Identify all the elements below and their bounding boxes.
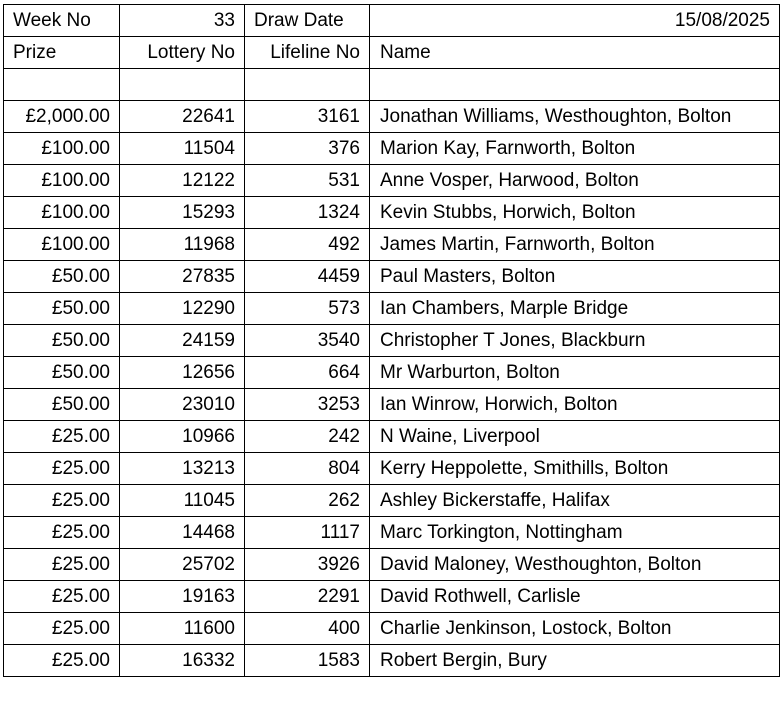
results-table (3, 4, 780, 677)
name-cell: Mr Warburton, Bolton (370, 357, 780, 389)
name-cell: Paul Masters, Bolton (370, 261, 780, 293)
lifeline-no-cell: 1324 (245, 197, 370, 229)
lottery-no-cell: 14468 (120, 517, 245, 549)
name-cell: Marion Kay, Farnworth, Bolton (370, 133, 780, 165)
table-row (4, 197, 780, 229)
lifeline-no-cell: 3253 (245, 389, 370, 421)
table-row (4, 293, 780, 325)
table-row (4, 613, 780, 645)
prize-cell: £100.00 (4, 229, 120, 261)
prize-cell: £25.00 (4, 549, 120, 581)
lottery-no-cell: 11968 (120, 229, 245, 261)
prize-cell: £50.00 (4, 325, 120, 357)
draw-date-value: 15/08/2025 (370, 5, 780, 37)
prize-cell: £50.00 (4, 261, 120, 293)
column-header-name: Name (370, 37, 780, 69)
name-cell: Robert Bergin, Bury (370, 645, 780, 677)
lifeline-no-cell: 3161 (245, 101, 370, 133)
name-cell: Ian Winrow, Horwich, Bolton (370, 389, 780, 421)
blank-cell (120, 69, 245, 101)
table-row (4, 485, 780, 517)
name-cell: N Waine, Liverpool (370, 421, 780, 453)
lifeline-no-cell: 2291 (245, 581, 370, 613)
prize-cell: £25.00 (4, 517, 120, 549)
lottery-no-cell: 12656 (120, 357, 245, 389)
lifeline-no-cell: 3540 (245, 325, 370, 357)
lifeline-no-cell: 573 (245, 293, 370, 325)
lottery-no-cell: 25702 (120, 549, 245, 581)
prize-cell: £25.00 (4, 485, 120, 517)
table-row (4, 453, 780, 485)
table-row (4, 229, 780, 261)
prize-cell: £2,000.00 (4, 101, 120, 133)
lottery-no-cell: 16332 (120, 645, 245, 677)
lottery-no-cell: 11600 (120, 613, 245, 645)
lottery-no-cell: 24159 (120, 325, 245, 357)
lifeline-no-cell: 1583 (245, 645, 370, 677)
blank-row (4, 69, 780, 101)
lottery-no-cell: 23010 (120, 389, 245, 421)
name-cell: Marc Torkington, Nottingham (370, 517, 780, 549)
prize-cell: £25.00 (4, 453, 120, 485)
lifeline-no-cell: 4459 (245, 261, 370, 293)
column-header-prize: Prize (4, 37, 120, 69)
prize-cell: £25.00 (4, 421, 120, 453)
lifeline-no-cell: 400 (245, 613, 370, 645)
draw-date-label: Draw Date (245, 5, 370, 37)
week-no-value: 33 (120, 5, 245, 37)
prize-cell: £25.00 (4, 581, 120, 613)
header-row-week (4, 5, 780, 37)
name-cell: Ashley Bickerstaffe, Halifax (370, 485, 780, 517)
name-cell: Jonathan Williams, Westhoughton, Bolton (370, 101, 780, 133)
prize-cell: £50.00 (4, 389, 120, 421)
prize-cell: £50.00 (4, 357, 120, 389)
prize-cell: £100.00 (4, 133, 120, 165)
name-cell: David Maloney, Westhoughton, Bolton (370, 549, 780, 581)
lottery-no-cell: 11045 (120, 485, 245, 517)
lifeline-no-cell: 664 (245, 357, 370, 389)
table-row (4, 357, 780, 389)
column-header-row (4, 37, 780, 69)
table-row (4, 261, 780, 293)
prize-cell: £100.00 (4, 197, 120, 229)
results-sheet (3, 4, 779, 677)
week-no-label: Week No (4, 5, 120, 37)
prize-cell: £25.00 (4, 613, 120, 645)
table-row (4, 325, 780, 357)
table-row (4, 645, 780, 677)
blank-cell (4, 69, 120, 101)
lottery-no-cell: 11504 (120, 133, 245, 165)
name-cell: David Rothwell, Carlisle (370, 581, 780, 613)
lottery-no-cell: 27835 (120, 261, 245, 293)
name-cell: Christopher T Jones, Blackburn (370, 325, 780, 357)
name-cell: James Martin, Farnworth, Bolton (370, 229, 780, 261)
name-cell: Anne Vosper, Harwood, Bolton (370, 165, 780, 197)
lottery-no-cell: 12122 (120, 165, 245, 197)
lifeline-no-cell: 531 (245, 165, 370, 197)
table-row (4, 133, 780, 165)
blank-cell (370, 69, 780, 101)
lottery-no-cell: 12290 (120, 293, 245, 325)
prize-cell: £100.00 (4, 165, 120, 197)
lifeline-no-cell: 242 (245, 421, 370, 453)
column-header-lifeline-no: Lifeline No (245, 37, 370, 69)
lifeline-no-cell: 804 (245, 453, 370, 485)
table-row (4, 421, 780, 453)
table-row (4, 517, 780, 549)
lifeline-no-cell: 3926 (245, 549, 370, 581)
lottery-no-cell: 19163 (120, 581, 245, 613)
lifeline-no-cell: 376 (245, 133, 370, 165)
table-row (4, 581, 780, 613)
lottery-no-cell: 22641 (120, 101, 245, 133)
blank-cell (245, 69, 370, 101)
name-cell: Kerry Heppolette, Smithills, Bolton (370, 453, 780, 485)
lifeline-no-cell: 1117 (245, 517, 370, 549)
name-cell: Kevin Stubbs, Horwich, Bolton (370, 197, 780, 229)
lottery-no-cell: 13213 (120, 453, 245, 485)
table-row (4, 101, 780, 133)
name-cell: Ian Chambers, Marple Bridge (370, 293, 780, 325)
lifeline-no-cell: 492 (245, 229, 370, 261)
prize-cell: £25.00 (4, 645, 120, 677)
lottery-no-cell: 15293 (120, 197, 245, 229)
column-header-lottery-no: Lottery No (120, 37, 245, 69)
name-cell: Charlie Jenkinson, Lostock, Bolton (370, 613, 780, 645)
table-row (4, 165, 780, 197)
table-row (4, 549, 780, 581)
lifeline-no-cell: 262 (245, 485, 370, 517)
prize-cell: £50.00 (4, 293, 120, 325)
table-row (4, 389, 780, 421)
lottery-no-cell: 10966 (120, 421, 245, 453)
